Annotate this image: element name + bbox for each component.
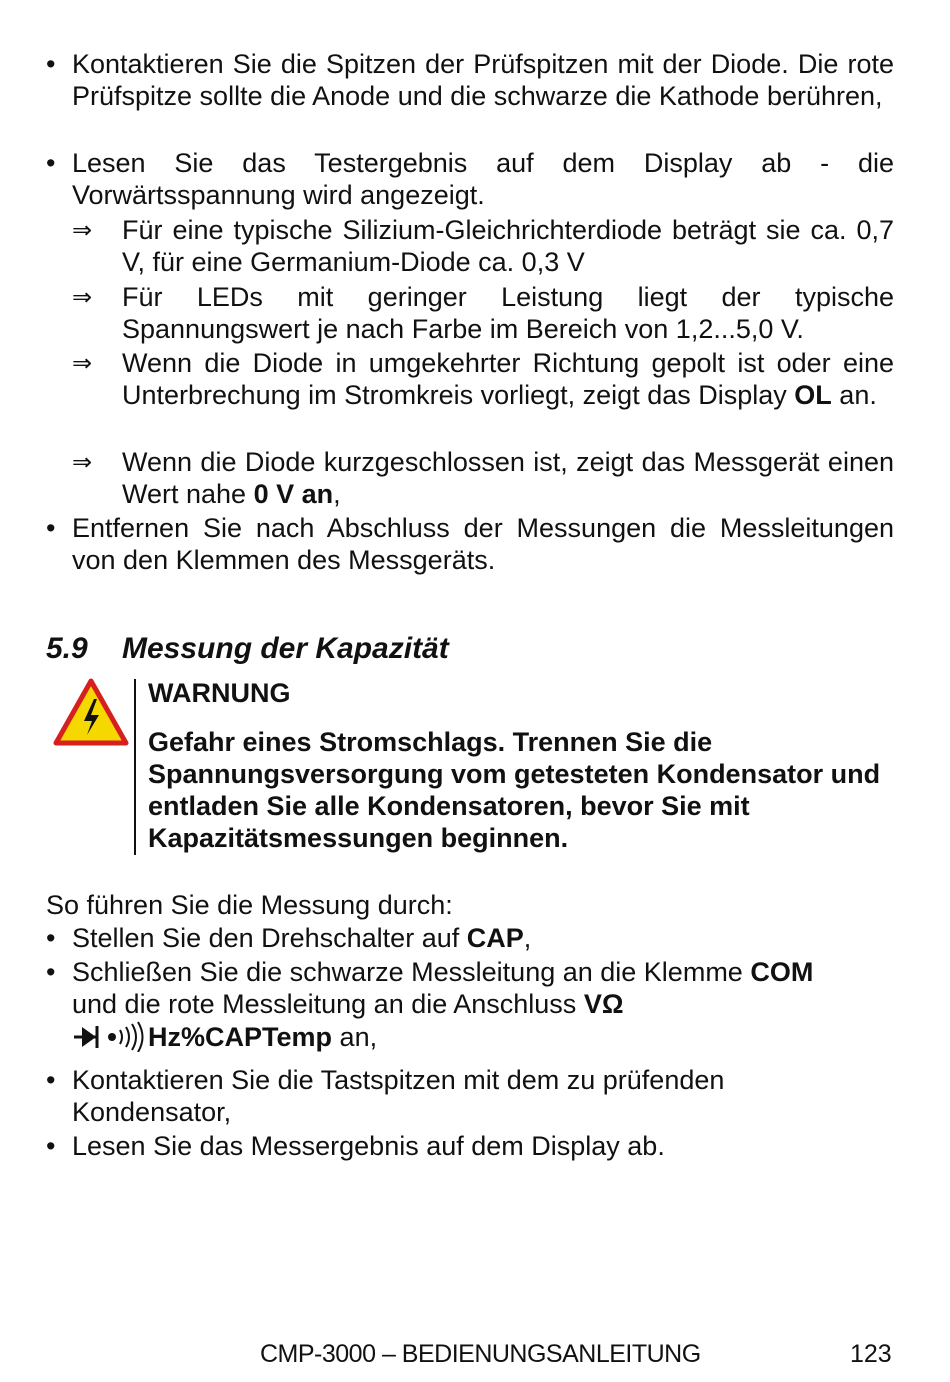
- list-item: [46, 512, 894, 576]
- list-item: [46, 922, 894, 954]
- list-item-text: Kontaktieren Sie die Tastspitzen mit dem zu prüfenden Kondensator,: [72, 1065, 725, 1127]
- list-item: [46, 1130, 894, 1162]
- right-arrow-icon: ⇒: [72, 349, 93, 377]
- list-item-text: Entfernen Sie nach Abschluss der Messungen die Messleitungen von den Klemmen des Messgeräts.: [72, 513, 894, 575]
- warning-title: WARNUNG: [148, 678, 291, 708]
- bullet-dot: •: [46, 957, 56, 987]
- list-item-text: Lesen Sie das Messergebnis auf dem Display ab.: [72, 1131, 665, 1161]
- sub-item-text: [122, 347, 894, 411]
- bullet-dot: •: [46, 148, 56, 178]
- sub-list-item: [72, 446, 894, 510]
- display-value: OL: [794, 380, 832, 410]
- bullet-dot: •: [46, 49, 56, 79]
- right-arrow-icon: ⇒: [72, 448, 93, 476]
- terminal-com: COM: [750, 957, 814, 987]
- switch-position: CAP: [466, 923, 524, 953]
- step-text: Schließen Sie die schwarze Messleitung an die Klemme: [72, 957, 743, 987]
- display-value: 0 V an: [253, 479, 334, 509]
- step-text-2: und die rote Messleitung an die Anschluss: [72, 989, 577, 1019]
- list-item-text: Kontaktieren Sie die Spitzen der Prüfspitzen mit der Diode. Die rote Prüfspitze sollte die Anode und die schwarze die Kathode berühren,: [72, 49, 894, 111]
- footer-title: CMP-3000 – BEDIENUNGSANLEITUNG: [260, 1340, 701, 1368]
- step-text-after: an,: [339, 1022, 378, 1052]
- bullet-dot: •: [46, 513, 56, 543]
- section-title: Messung der Kapazität: [122, 632, 449, 665]
- list-item: [46, 956, 894, 1059]
- bullet-dot: •: [46, 923, 56, 953]
- diode-continuity-icon: [72, 1020, 148, 1059]
- list-item-text: [72, 956, 894, 1059]
- sub-item-text: Für LEDs mit geringer Leistung liegt der typische Spannungswert je nach Farbe im Bereich von 1,2...5,0 V.: [122, 282, 894, 344]
- bullet-dot: •: [46, 1131, 56, 1161]
- sub-item-text-main: Wenn die Diode in umgekehrter Richtung gepolt ist oder eine Unterbrechung im Stromkreis vorliegt, zeigt das Display: [122, 348, 894, 410]
- sub-item-text: [122, 446, 894, 510]
- step-text: Stellen Sie den Drehschalter auf: [72, 923, 460, 953]
- right-arrow-icon: ⇒: [72, 283, 93, 311]
- sub-list-item: [72, 347, 894, 411]
- bullet-dot: •: [46, 1065, 56, 1095]
- procedure-intro: So führen Sie die Messung durch:: [46, 890, 453, 920]
- warning-divider: [134, 679, 136, 855]
- list-item: [46, 147, 894, 211]
- list-item: [46, 48, 894, 112]
- list-item-text: Lesen Sie das Testergebnis auf dem Display ab - die Vorwärtsspannung wird angezeigt.: [72, 148, 894, 210]
- page-number: 123: [850, 1340, 892, 1368]
- terminal-functions: Hz%CAPTemp: [148, 1022, 333, 1052]
- right-arrow-icon: ⇒: [72, 216, 93, 244]
- sub-list-item: [72, 281, 894, 345]
- list-item-text: [72, 922, 894, 954]
- terminal-v-ohm: VΩ: [583, 989, 624, 1019]
- sub-item-text-main: Wenn die Diode kurzgeschlossen ist, zeigt das Messgerät einen Wert nahe: [122, 447, 894, 509]
- section-number: 5.9: [46, 632, 88, 665]
- step-text-after: ,: [523, 923, 532, 953]
- list-item: [46, 1064, 894, 1128]
- high-voltage-warning-icon: [52, 677, 130, 754]
- section-heading: [46, 631, 449, 667]
- sub-list-item: [72, 214, 894, 278]
- sub-item-text-after: an.: [839, 380, 877, 410]
- sub-item-text-after: ,: [333, 479, 341, 509]
- warning-text: Gefahr eines Stromschlags. Trennen Sie die Spannungsversorgung vom getesteten Kondensator und entladen Sie alle Kondensatoren, bevor Sie mit Kapazitätsmessungen beginnen.: [148, 727, 881, 853]
- sub-item-text: Für eine typische Silizium-Gleichrichterdiode beträgt sie ca. 0,7 V, für eine Germanium-Diode ca. 0,3 V: [122, 215, 894, 277]
